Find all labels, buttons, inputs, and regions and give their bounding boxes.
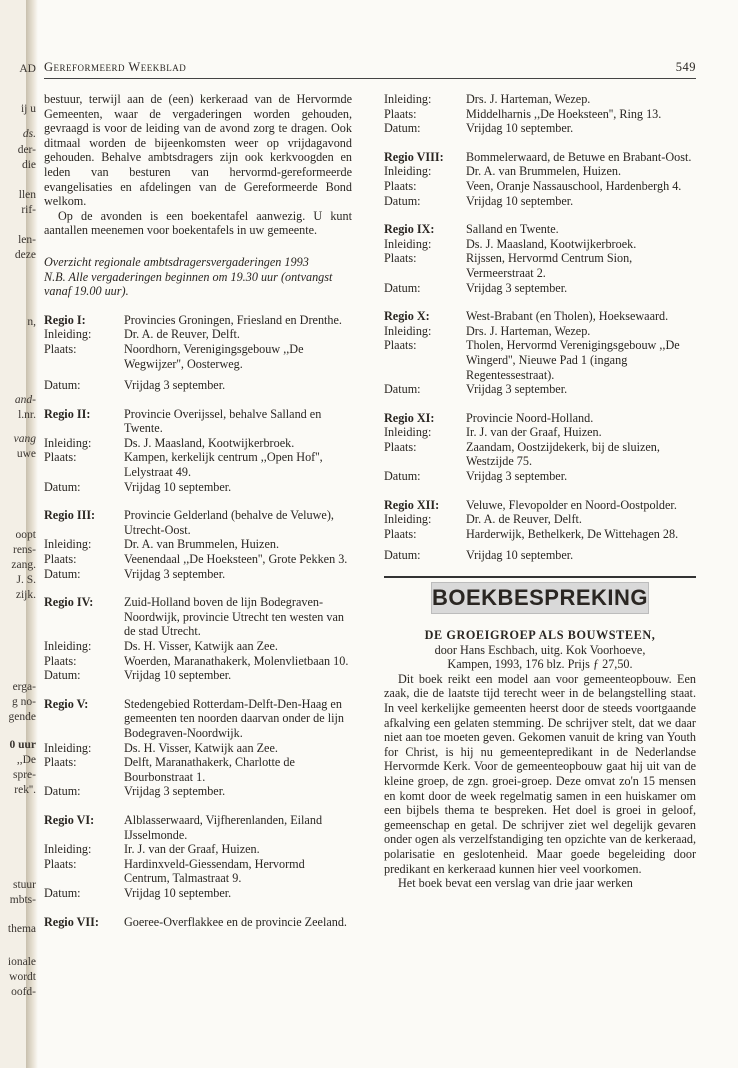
meeting-label: Plaats:: [384, 439, 417, 454]
intro-paragraph: Op de avonden is een boekentafel aanwezig. U kunt aantallen meenemen voor boekentafels in uw gemeente.: [44, 208, 352, 238]
meeting-label: Regio VIII:: [384, 149, 444, 164]
review-paragraph: Het boek bevat een verslag van drie jaar werken: [398, 876, 633, 891]
meeting-block: [384, 222, 696, 295]
meeting-label: Datum:: [44, 378, 81, 393]
meeting-value: Delft, Maranathakerk, Charlotte de Bourbonstraat 1.: [124, 755, 295, 784]
meeting-value: West-Brabant (en Tholen), Hoeksewaard.: [466, 309, 669, 324]
meeting-value: Rijssen, Hervormd Centrum Sion, Vermeerstraat 2.: [466, 251, 633, 280]
meeting-value: Vrijdag 3 september.: [466, 280, 568, 295]
meeting-row: [44, 668, 352, 683]
meeting-label: Regio I:: [44, 312, 86, 327]
overview-heading: Overzicht regionale ambtsdragersvergaderingen 1993: [44, 254, 309, 269]
meeting-value: Dr. A. van Brummelen, Huizen.: [124, 537, 280, 552]
meeting-label: Plaats:: [384, 106, 417, 121]
meeting-label: Inleiding:: [44, 327, 92, 342]
meeting-label: Plaats:: [44, 653, 77, 668]
meeting-label: Plaats:: [384, 526, 417, 541]
meeting-label: Inleiding:: [384, 323, 432, 338]
meeting-row: [384, 440, 696, 469]
meeting-row: [44, 741, 352, 756]
previous-page-fragment: wordt: [9, 971, 36, 983]
meeting-value: Vrijdag 3 september.: [466, 469, 568, 484]
meeting-value: Ds. J. Maasland, Kootwijkerbroek.: [466, 236, 637, 251]
meetings-list-right: [384, 92, 696, 563]
meeting-block: [44, 697, 352, 799]
meeting-value: Vrijdag 10 september.: [124, 885, 232, 900]
meeting-value: Dr. A. de Reuver, Delft.: [466, 512, 582, 527]
previous-page-fragment: zijk.: [15, 589, 36, 601]
meeting-row: [384, 469, 696, 484]
meeting-label: Datum:: [384, 548, 421, 563]
meeting-block: [384, 92, 696, 136]
meeting-value: Drs. J. Harteman, Wezep.: [466, 92, 591, 106]
meeting-row: [44, 813, 352, 842]
meeting-block: [44, 595, 352, 683]
meeting-label: Inleiding:: [384, 92, 432, 106]
meeting-value: Vrijdag 10 september.: [466, 193, 574, 208]
meeting-label: Datum:: [384, 382, 421, 397]
meeting-label: Datum:: [44, 784, 81, 799]
meeting-row: [44, 327, 352, 342]
meeting-value: Vrijdag 3 september.: [124, 378, 226, 393]
meeting-value: Harderwijk, Bethelkerk, De Wittehagen 28.: [466, 526, 679, 541]
meeting-label: Regio VI:: [44, 812, 95, 827]
meeting-row: [384, 382, 696, 397]
meeting-value: Tholen, Hervormd Verenigingsgebouw ,,De Wingerd'', Nieuwe Pad 1 (ingang Regentessestraat).: [466, 338, 680, 382]
meeting-block: [44, 508, 352, 581]
meeting-row: [44, 552, 352, 567]
meeting-row: [44, 436, 352, 451]
previous-page-fragment: spre-: [13, 769, 36, 781]
meeting-label: Datum:: [384, 280, 421, 295]
meeting-value: Ir. J. van der Graaf, Huizen.: [124, 842, 260, 857]
meeting-value: Ds. J. Maasland, Kootwijkerbroek.: [124, 435, 295, 450]
meeting-row: [44, 784, 352, 799]
meeting-row: [44, 639, 352, 654]
meeting-row: [384, 498, 696, 513]
meeting-value: Vrijdag 10 september.: [124, 668, 232, 683]
overview-note: N.B. Alle vergaderingen beginnen om 19.30 uur (ontvangst vanaf 19.00 uur).: [44, 269, 333, 299]
meeting-value: Goeree-Overflakkee en de provincie Zeeland.: [124, 914, 347, 929]
previous-page-fragment: die: [21, 159, 36, 171]
meeting-label: Datum:: [384, 469, 421, 484]
meeting-label: Plaats:: [384, 338, 417, 353]
header-rule: [44, 78, 696, 79]
meeting-row: [44, 450, 352, 479]
meeting-row: [384, 121, 696, 136]
previous-page-fragment: vang: [13, 433, 36, 445]
previous-page-fragment: 0 uur: [9, 739, 36, 751]
meeting-label: Plaats:: [44, 341, 77, 356]
previous-page-fragment: rek''.: [14, 784, 36, 796]
meeting-row: [44, 378, 352, 393]
meeting-row: [384, 527, 696, 542]
previous-page-fragment: AD: [19, 63, 36, 75]
meeting-block: [384, 309, 696, 397]
meetings-list-left: [44, 313, 352, 929]
meeting-value: Veen, Oranje Nassauschool, Hardenbergh 4.: [466, 178, 682, 193]
meeting-value: Zuid-Holland boven de lijn Bodegraven-Noordwijk, provincie Utrecht ten westen van de stad Utrecht.: [124, 595, 344, 639]
meeting-value: Ir. J. van der Graaf, Huizen.: [466, 425, 602, 440]
meeting-row: [44, 508, 352, 537]
meeting-row: [384, 548, 696, 563]
meeting-row: [44, 842, 352, 857]
meeting-value: Salland en Twente.: [466, 222, 559, 237]
meeting-row: [384, 179, 696, 194]
meeting-value: Kampen, kerkelijk centrum ,,Open Hof'', Lelystraat 49.: [124, 450, 323, 480]
column-left: [44, 92, 352, 929]
meeting-value: Stedengebied Rotterdam-Delft-Den-Haag en gemeenten ten noorden daarvan onder de lijn Bodegraven-Noordwijk.: [124, 696, 344, 740]
meeting-label: Regio XI:: [384, 410, 435, 425]
meeting-row: [384, 222, 696, 237]
previous-page-fragment: J. S.: [16, 574, 36, 586]
review-text: [384, 672, 696, 891]
meeting-value: Ds. H. Visser, Katwijk aan Zee.: [124, 639, 278, 653]
meeting-label: Datum:: [44, 479, 81, 494]
previous-page-fragment: stuur: [13, 879, 36, 891]
previous-page-fragment: erga-: [12, 681, 36, 693]
meeting-value: Provincie Overijssel, behalve Salland en Twente.: [124, 406, 322, 436]
meeting-block: [384, 498, 696, 563]
meeting-row: [44, 755, 352, 784]
previous-page-fragment: n,: [27, 316, 36, 328]
meeting-label: Regio V:: [44, 696, 89, 711]
meeting-row: [384, 411, 696, 426]
meeting-value: Provincie Noord-Holland.: [466, 410, 594, 425]
meeting-label: Datum:: [384, 121, 421, 136]
review-paragraph: Dit boek reikt een model aan voor gemeenteopbouw. Een zaak, die de laatste tijd terecht weer in de belangstelling staat. In veel kerkelijke gemeenten heerst door de steeds voortgaande afkalving een gelaten stemming. De schrijver stelt, dat we daar niet aan toe moeten geven. Gekomen vanuit de kring van Youth for Christ, is hij nu gemeentepredikant in de Nederlandse Hervormde Kerk. Voor de gemeenteopbouw gaat hij uit van de kleine groep, de zgn. groei-groep. Deze omvat zo'n 15 mensen en komt door de week regelmatig samen in een huiskamer om een bijbels thema te bespreken. Het doel is groei in geloof, gemeenschap en getal. De schrijver ziet wel degelijk gevaren onder ogen als verzelfstandiging ten opzichte van de kerkeraad, polarisatie en geslotenheid. Maar goede begeleiding door predikant en kerkeraad kunnen hier veel voorkomen.: [384, 671, 696, 876]
meeting-label: Inleiding:: [44, 740, 92, 755]
book-info: [384, 628, 696, 672]
previous-page-fragment: thema: [7, 923, 36, 935]
meeting-row: [44, 697, 352, 741]
meeting-row: [44, 313, 352, 328]
previous-page-fragment: oofd-: [11, 986, 36, 998]
intro-text: [44, 92, 352, 238]
meeting-row: [44, 857, 352, 886]
meeting-label: Datum:: [44, 566, 81, 581]
meeting-label: Plaats:: [44, 450, 77, 465]
meeting-value: Drs. J. Harteman, Wezep.: [466, 323, 591, 338]
book-publication: Kampen, 1993, 176 blz. Prijs ƒ 27,50.: [447, 657, 633, 672]
meeting-label: Regio II:: [44, 406, 91, 421]
previous-page-fragment: g no-: [12, 696, 36, 708]
meeting-row: [44, 654, 352, 669]
meeting-value: Vrijdag 10 september.: [466, 548, 574, 563]
meeting-block: [44, 813, 352, 901]
meeting-value: Hardinxveld-Giessendam, Hervormd Centrum, Talmastraat 9.: [124, 856, 305, 886]
meeting-value: Alblasserwaard, Vijfherenlanden, Eiland IJsselmonde.: [124, 812, 323, 842]
meeting-value: Dr. A. de Reuver, Delft.: [124, 327, 240, 342]
magazine-title: Gereformeerd Weekblad: [44, 60, 187, 74]
meeting-row: [384, 425, 696, 440]
meeting-label: Inleiding:: [44, 537, 92, 552]
meeting-value: Noordhorn, Verenigingsgebouw ,,De Wegwijzer'', Oosterweg.: [124, 341, 304, 371]
meeting-label: Plaats:: [44, 552, 77, 567]
meeting-value: Veluwe, Flevopolder en Noord-Oostpolder.: [466, 497, 677, 512]
meeting-label: Inleiding:: [44, 435, 92, 450]
previous-page-fragment: uwe: [16, 448, 36, 460]
meeting-value: Woerden, Maranathakerk, Molenvlietbaan 10.: [124, 653, 349, 668]
meeting-row: [44, 595, 352, 639]
previous-page-fragment: and-: [14, 394, 36, 406]
meeting-label: Inleiding:: [384, 512, 432, 527]
meeting-label: Plaats:: [384, 178, 417, 193]
previous-page-fragment: ij u: [20, 103, 36, 115]
column-right: [384, 92, 696, 891]
meeting-row: [384, 150, 696, 165]
meeting-value: Provincie Gelderland (behalve de Veluwe), Utrecht-Oost.: [124, 508, 334, 537]
page-header: [44, 60, 696, 76]
meeting-row: [384, 107, 696, 122]
meeting-value: Middelharnis ,,De Hoeksteen'', Ring 13.: [466, 106, 662, 121]
meeting-block: [384, 411, 696, 484]
meeting-label: Datum:: [384, 193, 421, 208]
meeting-label: Inleiding:: [44, 842, 92, 857]
book-title: DE GROEIGROEP ALS BOUWSTEEN,: [424, 628, 656, 643]
meeting-value: Provincies Groningen, Friesland en Drenthe.: [124, 312, 342, 327]
meeting-row: [44, 407, 352, 436]
meeting-row: [384, 281, 696, 296]
meeting-block: [384, 150, 696, 208]
previous-page-fragment: len-: [18, 234, 36, 246]
meeting-label: Inleiding:: [384, 425, 432, 440]
previous-page-fragment: der-: [17, 144, 36, 156]
meeting-label: Datum:: [44, 668, 81, 683]
meeting-row: [384, 237, 696, 252]
book-author: door Hans Eschbach, uitg. Kok Voorhoeve,: [434, 642, 646, 657]
meeting-label: Regio XII:: [384, 497, 440, 512]
meeting-label: Regio VII:: [44, 914, 99, 929]
meeting-value: Bommelerwaard, de Betuwe en Brabant-Oost.: [466, 149, 692, 164]
previous-page-fragment: mbts-: [9, 894, 36, 906]
meeting-label: Plaats:: [44, 856, 77, 871]
meeting-block: [44, 313, 352, 393]
meeting-row: [384, 309, 696, 324]
meeting-row: [384, 338, 696, 382]
meeting-value: Ds. H. Visser, Katwijk aan Zee.: [124, 740, 278, 755]
previous-page-fragment: ionale: [7, 956, 36, 968]
previous-page-fragment: ,,De: [16, 754, 36, 766]
meeting-value: Vrijdag 10 september.: [466, 121, 574, 136]
page-number: 549: [675, 60, 696, 74]
meeting-label: Plaats:: [44, 755, 77, 770]
meeting-row: [44, 915, 352, 930]
meeting-row: [44, 567, 352, 582]
meeting-label: Regio III:: [44, 508, 96, 523]
meeting-row: [44, 886, 352, 901]
meeting-row: [384, 324, 696, 339]
meeting-value: Vrijdag 3 september.: [124, 566, 226, 581]
spacer: [44, 371, 352, 378]
spacer: [384, 541, 696, 548]
meeting-value: Vrijdag 3 september.: [466, 382, 568, 397]
meeting-label: Regio IX:: [384, 222, 435, 237]
meeting-block: [44, 915, 352, 930]
meeting-row: [384, 92, 696, 107]
meeting-value: Vrijdag 3 september.: [124, 784, 226, 799]
meeting-row: [384, 164, 696, 179]
meeting-label: Inleiding:: [384, 236, 432, 251]
previous-page-fragment: rens-: [13, 544, 36, 556]
meeting-label: Inleiding:: [44, 639, 92, 653]
previous-page-fragment: ds.: [22, 128, 36, 140]
meeting-row: [384, 251, 696, 280]
intro-paragraph: bestuur, terwijl aan de (een) kerkeraad van de Hervormde Gemeenten, waar de vergaderingen worden gehouden, gevraagd is voor de leiding van de avond zorg te dragen. Ook ditmaal worden de bijeenkomsten weer op vrijdagavond gehouden. Behalve ambtsdragers zijn ook kerkvoogden en leden van besturen van hervormd-gereformeerde evangelisaties en afdelingen van de Gereformeerde Bond welkom.: [44, 92, 352, 209]
meeting-value: Vrijdag 10 september.: [124, 479, 232, 494]
meeting-label: Plaats:: [384, 251, 417, 266]
previous-page-fragment: gende: [8, 711, 36, 723]
previous-page-fragment: deze: [14, 249, 36, 261]
meeting-row: [44, 480, 352, 495]
previous-page-fragment: zang.: [11, 559, 36, 571]
meeting-value: Veenendaal ,,De Hoeksteen'', Grote Pekken 3.: [124, 552, 348, 567]
meeting-label: Inleiding:: [384, 164, 432, 179]
meeting-row: [384, 194, 696, 209]
meeting-value: Zaandam, Oostzijdekerk, bij de sluizen, Westzijde 75.: [466, 439, 660, 469]
meeting-row: [384, 512, 696, 527]
meeting-label: Regio X:: [384, 309, 430, 324]
meeting-label: Regio IV:: [44, 595, 94, 610]
meeting-label: Datum:: [44, 885, 81, 900]
previous-page-fragment: l.nr.: [18, 409, 36, 421]
previous-page-fragment: oopt: [15, 529, 36, 541]
meeting-block: [44, 407, 352, 495]
meeting-row: [44, 537, 352, 552]
meeting-row: [44, 342, 352, 371]
section-banner: BOEKBESPREKING: [431, 582, 649, 614]
meeting-value: Dr. A. van Brummelen, Huizen.: [466, 164, 622, 179]
previous-page-fragment: llen: [18, 189, 36, 201]
previous-page-fragment: rif-: [21, 204, 36, 216]
section-rule: [384, 576, 696, 578]
